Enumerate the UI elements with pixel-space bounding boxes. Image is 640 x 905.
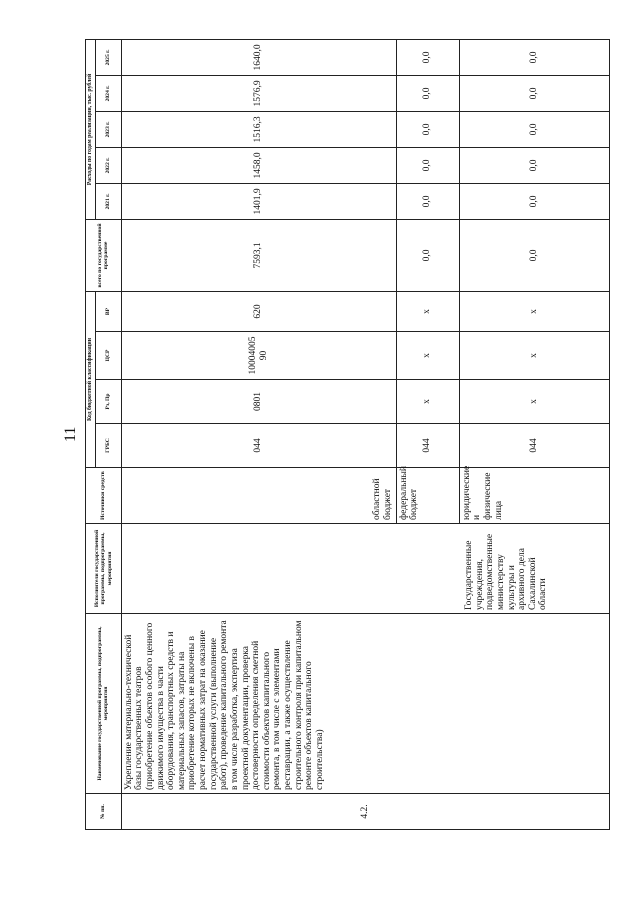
budget-table-sheet <box>85 40 610 830</box>
vr-regional: 620 <box>121 291 396 331</box>
y2024-federal: 0,0 <box>396 75 459 111</box>
header-executor: Исполнители государственной программы, подпрограммы, мероприятия <box>86 524 122 614</box>
header-year-2025: 2025 г. <box>95 39 121 75</box>
y2022-federal: 0,0 <box>396 147 459 183</box>
y2021-legal-persons: 0,0 <box>459 183 609 219</box>
header-vr: ВР <box>95 291 121 331</box>
grbs-federal: 044 <box>396 424 459 468</box>
header-budget-classification: Код бюджетной классификации <box>86 291 96 467</box>
header-year-2022: 2022 г. <box>95 147 121 183</box>
header-years-group: Расходы по годам реализации, тыс. рублей <box>86 39 96 219</box>
y2025-legal-persons: 0,0 <box>459 39 609 75</box>
rzpr-regional: 0801 <box>121 380 396 424</box>
header-num: № пп. <box>86 794 122 830</box>
y2023-federal: 0,0 <box>396 111 459 147</box>
source-legal-persons: юридические и физические лица <box>459 468 609 524</box>
header-source: Источники средств <box>86 468 122 524</box>
measure-description: Укрепление материально-технической базы государственных театров (приобретение объектов особого ценного движимого имущества в части оборудования, транспортных средств и материальных запасов, затраты на приобретение которых не включены в расчет нормативных затрат на оказание государственной услуги (выполнение работ), проведение капитального ремонта в том числе разработка, экспертиза проектной документации, проверка достоверности определения сметной стоимости объектов капитального ремонта, в том числе с элементами реставрации, а также осуществление строительного контроля при капитальном ремонте объектов капитального строительства) <box>121 614 609 794</box>
header-year-2021: 2021 г. <box>95 183 121 219</box>
total-legal-persons: 0,0 <box>459 219 609 291</box>
total-federal: 0,0 <box>396 219 459 291</box>
y2023-legal-persons: 0,0 <box>459 111 609 147</box>
y2022-regional: 1458,0 <box>121 147 396 183</box>
source-regional: областной бюджет <box>121 468 396 524</box>
y2022-legal-persons: 0,0 <box>459 147 609 183</box>
csr-legal-persons: х <box>459 332 609 380</box>
rzpr-legal-persons: х <box>459 380 609 424</box>
header-csr: ЦСР <box>95 332 121 380</box>
executor-cell: Государственные учреждения, подведомственные министерству культуры и архивного дела Сахалинской области <box>121 524 609 614</box>
vr-federal: х <box>396 291 459 331</box>
rzpr-federal: х <box>396 380 459 424</box>
table-row-regional <box>121 39 396 829</box>
y2024-legal-persons: 0,0 <box>459 75 609 111</box>
total-regional: 7593,1 <box>121 219 396 291</box>
y2021-federal: 0,0 <box>396 183 459 219</box>
csr-regional: 1000400590 <box>121 332 396 380</box>
source-federal: федеральный бюджет <box>396 468 459 524</box>
header-year-2024: 2024 г. <box>95 75 121 111</box>
header-rzpr: Рз, Пр <box>95 380 121 424</box>
row-number: 4.2. <box>121 794 609 830</box>
grbs-legal-persons: 044 <box>459 424 609 468</box>
grbs-regional: 044 <box>121 424 396 468</box>
budget-table <box>85 39 610 830</box>
page-number: 11 <box>62 426 79 442</box>
y2025-federal: 0,0 <box>396 39 459 75</box>
header-total: всего по государственной программе <box>86 219 122 291</box>
header-name: Наименование государственной программы, подпрограммы, мероприятия <box>86 614 122 794</box>
vr-legal-persons: х <box>459 291 609 331</box>
header-year-2023: 2023 г. <box>95 111 121 147</box>
csr-federal: х <box>396 332 459 380</box>
y2025-regional: 1640,0 <box>121 39 396 75</box>
y2023-regional: 1516,3 <box>121 111 396 147</box>
y2024-regional: 1576,9 <box>121 75 396 111</box>
header-grbs: ГРБС <box>95 424 121 468</box>
y2021-regional: 1401,9 <box>121 183 396 219</box>
